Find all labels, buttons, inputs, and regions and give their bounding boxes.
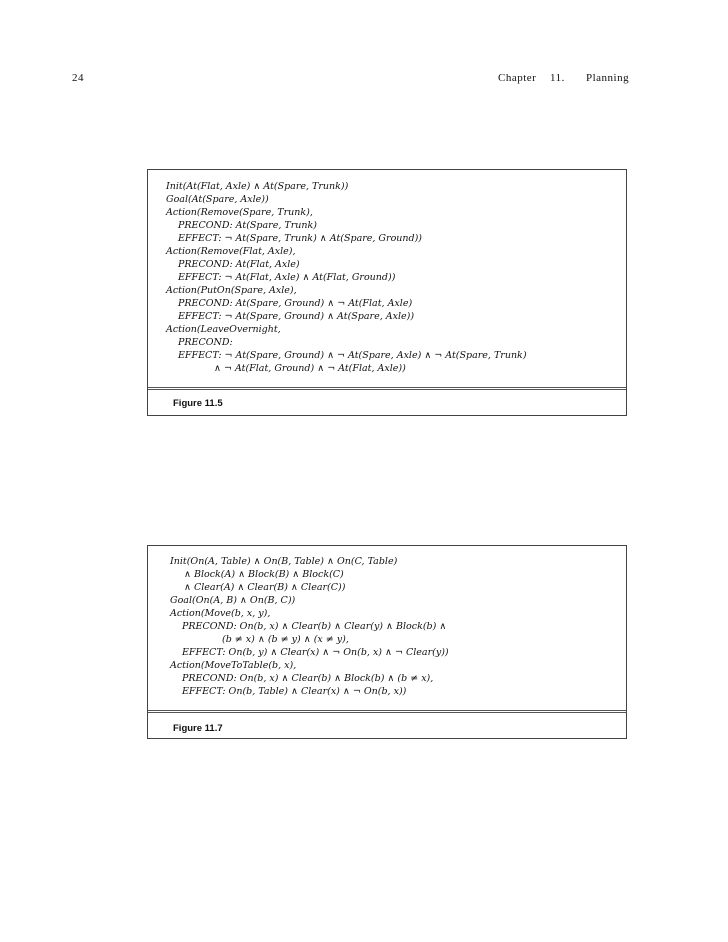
figure-11-5-code <box>166 180 618 375</box>
figure-caption: Figure 11.5 <box>173 398 223 409</box>
chapter-number: 11. <box>550 72 565 84</box>
code-line: PRECOND: <box>178 337 233 348</box>
code-line: PRECOND: At(Flat, Axle) <box>178 259 300 270</box>
figure-11-5-box <box>147 169 627 416</box>
code-line: ∧ Block(A) ∧ Block(B) ∧ Block(C) <box>184 569 344 580</box>
chapter-label: Chapter <box>498 72 537 84</box>
code-line: EFFECT: On(b, y) ∧ Clear(x) ∧ ¬ On(b, x) ∧ ¬ Clear(y)) <box>182 647 449 658</box>
caption-divider <box>148 710 626 713</box>
code-line: PRECOND: At(Spare, Trunk) <box>178 220 317 231</box>
code-line: PRECOND: At(Spare, Ground) ∧ ¬ At(Flat, Axle) <box>178 298 413 309</box>
code-line: EFFECT: ¬ At(Spare, Trunk) ∧ At(Spare, Ground)) <box>178 233 423 244</box>
code-line: EFFECT: ¬ At(Spare, Ground) ∧ At(Spare, Axle)) <box>178 311 415 322</box>
code-line: Goal(On(A, B) ∧ On(B, C)) <box>170 595 296 606</box>
code-line: EFFECT: ¬ At(Spare, Ground) ∧ ¬ At(Spare, Axle) ∧ ¬ At(Spare, Trunk) <box>178 350 527 361</box>
code-line: PRECOND: On(b, x) ∧ Clear(b) ∧ Clear(y) ∧ Block(b) ∧ <box>182 621 447 632</box>
caption-divider <box>148 387 626 390</box>
code-line: ∧ Clear(A) ∧ Clear(B) ∧ Clear(C)) <box>184 582 346 593</box>
code-line: EFFECT: On(b, Table) ∧ Clear(x) ∧ ¬ On(b, x)) <box>182 686 407 697</box>
code-line: Action(Move(b, x, y), <box>170 608 271 619</box>
code-line: EFFECT: ¬ At(Flat, Axle) ∧ At(Flat, Ground)) <box>178 272 396 283</box>
figure-11-7-code <box>170 555 618 698</box>
code-line: Init(At(Flat, Axle) ∧ At(Spare, Trunk)) <box>166 181 349 192</box>
page-number: 24 <box>72 72 84 84</box>
chapter-title: Planning <box>586 72 630 84</box>
figure-11-7-box <box>147 545 627 739</box>
code-line: Goal(At(Spare, Axle)) <box>166 194 269 205</box>
code-line: Action(Remove(Flat, Axle), <box>166 246 296 257</box>
code-line: Action(Remove(Spare, Trunk), <box>166 207 313 218</box>
code-line: Action(PutOn(Spare, Axle), <box>166 285 297 296</box>
code-line: Action(LeaveOvernight, <box>166 324 281 335</box>
code-line: (b ≠ x) ∧ (b ≠ y) ∧ (x ≠ y), <box>222 634 349 645</box>
code-line: Init(On(A, Table) ∧ On(B, Table) ∧ On(C, Table) <box>170 556 398 567</box>
figure-caption: Figure 11.7 <box>173 723 223 734</box>
code-line: PRECOND: On(b, x) ∧ Clear(b) ∧ Block(b) ∧ (b ≠ x), <box>182 673 434 684</box>
code-line: ∧ ¬ At(Flat, Ground) ∧ ¬ At(Flat, Axle)) <box>214 363 406 374</box>
code-line: Action(MoveToTable(b, x), <box>170 660 297 671</box>
